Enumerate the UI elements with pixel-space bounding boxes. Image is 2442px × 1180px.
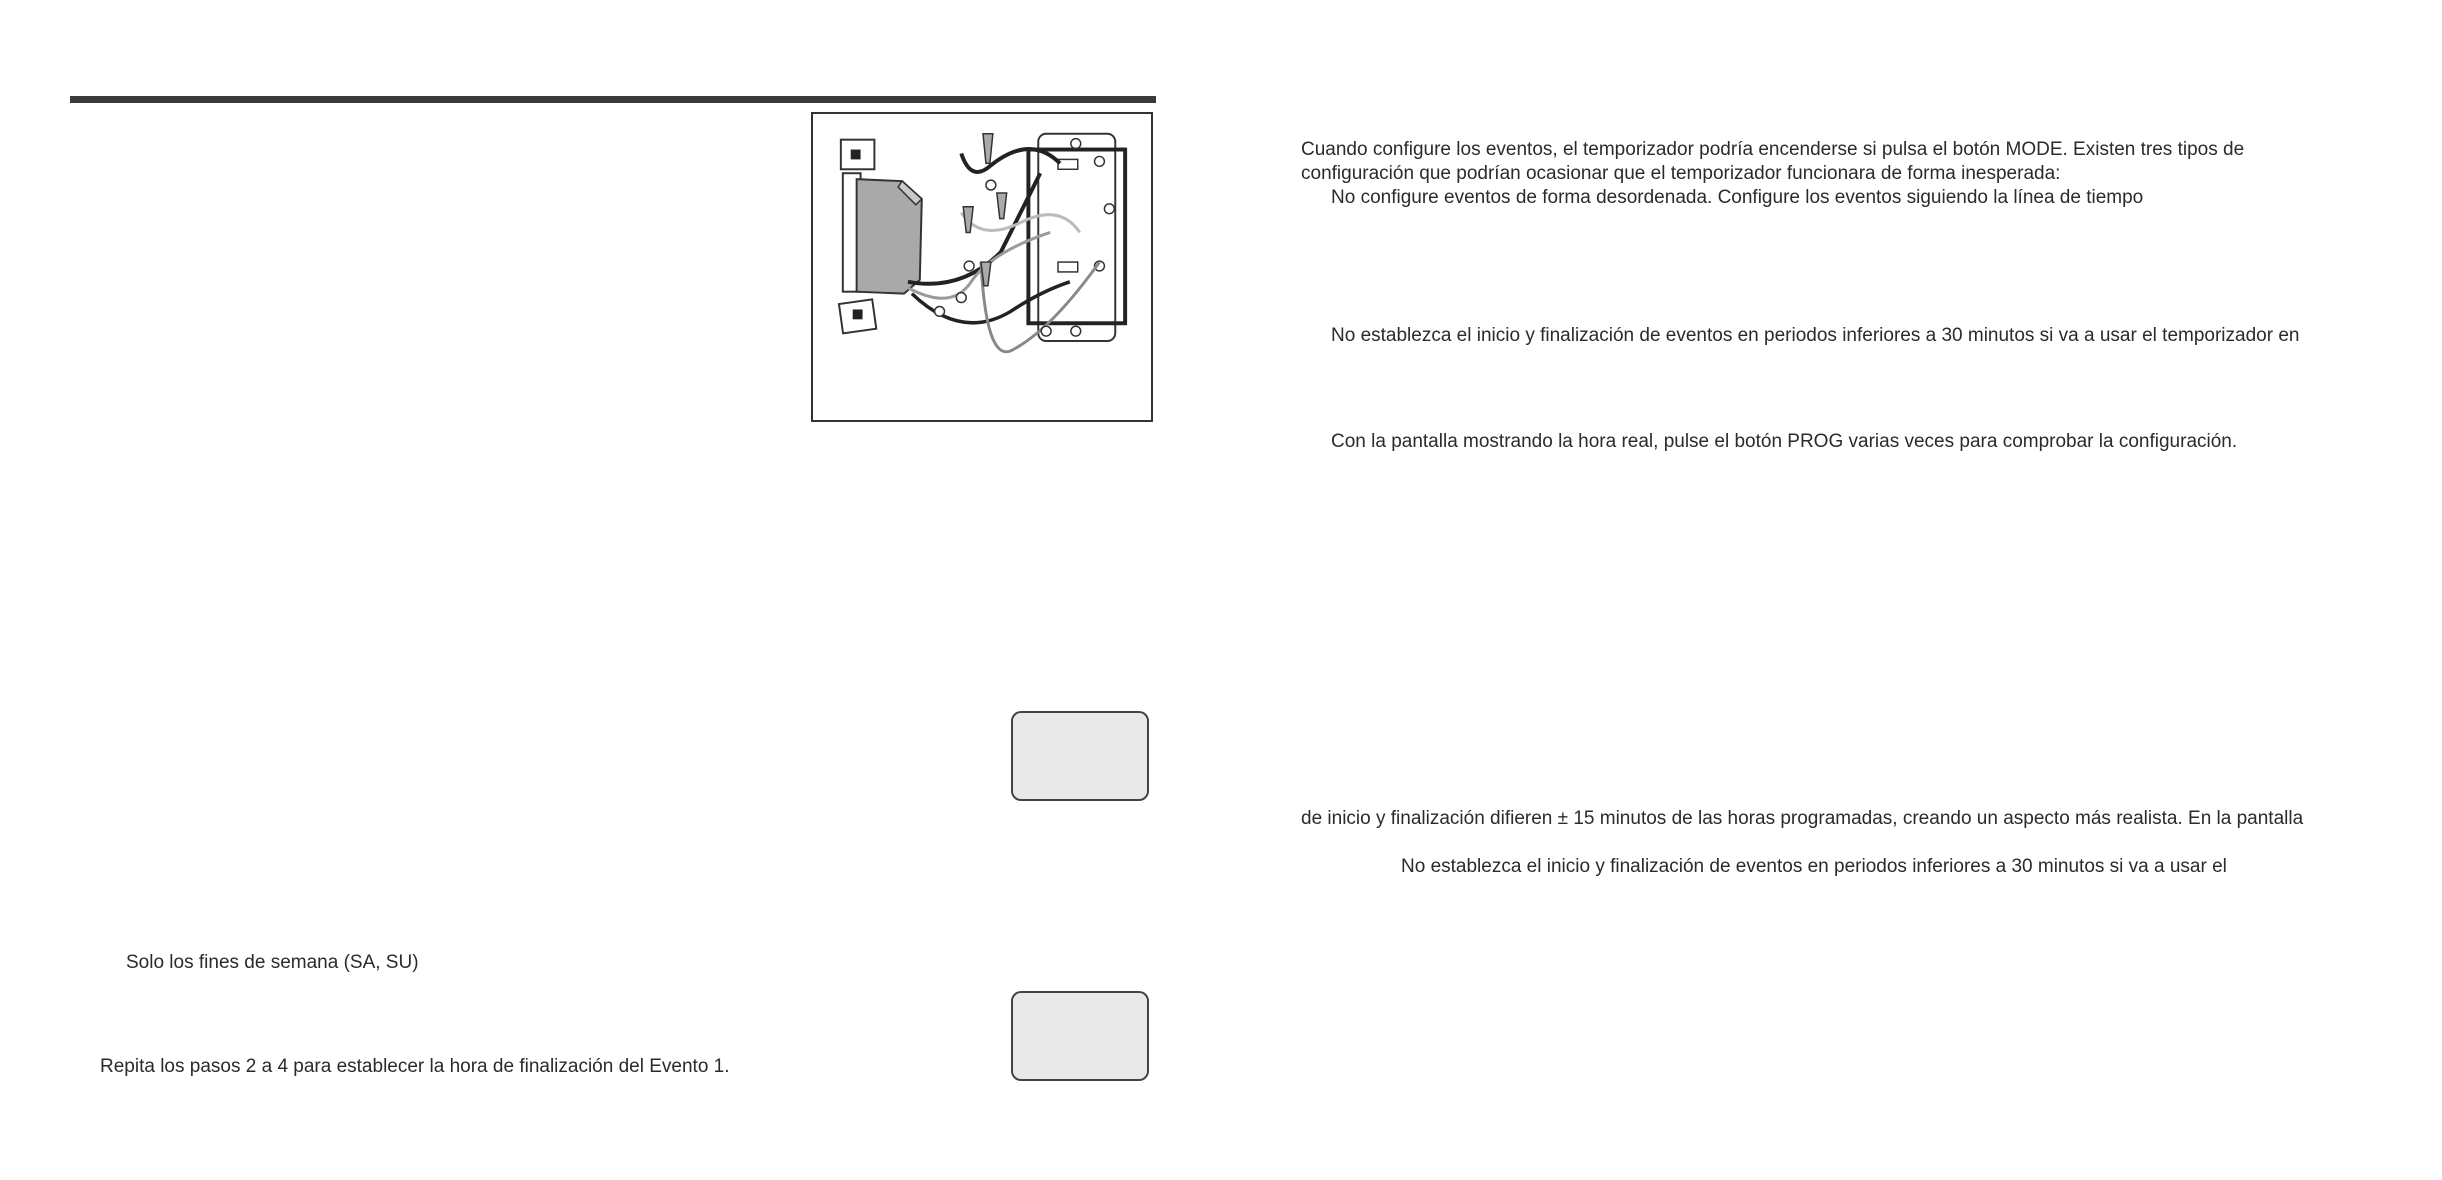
lcd-display-2 [1011, 991, 1149, 1081]
repeat-step-text: Repita los pasos 2 a 4 para establecer la hora de finalización del Evento 1. [100, 1056, 730, 1077]
weekend-option-text: Solo los fines de semana (SA, SU) [126, 952, 419, 973]
bullet-2: No establezca el inicio y finalización de eventos en periodos inferiores a 30 minutos si va a usar el temporizador en [1331, 325, 2300, 346]
wiring-diagram [811, 112, 1153, 422]
random-note: de inicio y finalización difieren ± 15 minutos de las horas programadas, creando un aspecto más realista. En la pantalla [1301, 808, 2304, 829]
lcd-display-1 [1011, 711, 1149, 801]
intro-line-1: Cuando configure los eventos, el temporizador podría encenderse si pulsa el botón MODE. Existen tres tipos de [1301, 139, 2245, 160]
wiring-diagram-icon [813, 114, 1151, 420]
section-divider [70, 96, 1156, 103]
random-warning: No establezca el inicio y finalización de eventos en periodos inferiores a 30 minutos si va a usar el [1401, 856, 2227, 877]
bullet-1: No configure eventos de forma desordenada. Configure los eventos siguiendo la línea de tiempo [1331, 187, 2144, 208]
bullet-3: Con la pantalla mostrando la hora real, pulse el botón PROG varias veces para comprobar la configuración. [1331, 431, 2238, 452]
intro-line-2: configuración que podrían ocasionar que el temporizador funcionara de forma inesperada: [1301, 163, 2061, 184]
